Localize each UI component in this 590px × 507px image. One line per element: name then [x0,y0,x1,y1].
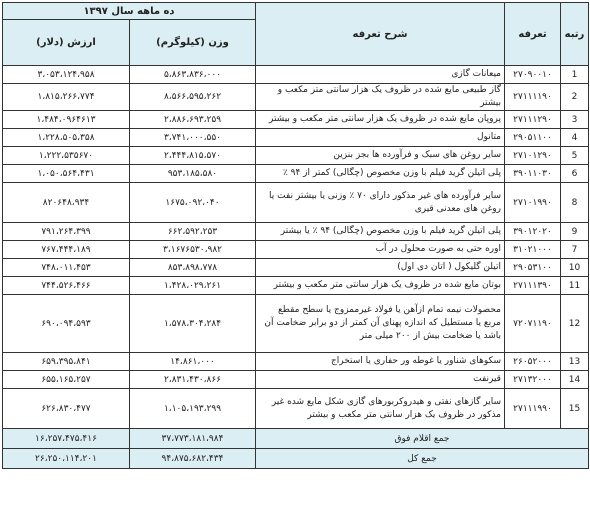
value-cell: ۱،۲۲۸،۵۰۵،۳۵۸ [3,129,130,147]
description-cell: سکوهای شناور یا غوطه ور حفاری یا استخراج [256,353,505,371]
rank-cell: 15 [561,389,589,429]
value-cell: ۷۴۸،۰۱۱،۴۵۳ [3,259,130,277]
header-value: ارزش (دلار) [3,20,130,66]
table-row [3,111,589,129]
value-cell: ۶۵۵،۱۶۵،۲۵۷ [3,371,130,389]
tariff-cell: ۲۶۰۵۲۰۰۰ [505,353,561,371]
rank-cell: 10 [561,259,589,277]
table-row [3,353,589,371]
value-cell: ۷۶۷،۴۴۴،۱۸۹ [3,241,130,259]
weight-cell: ۲،۸۳۱،۴۳۰،۸۶۶ [130,371,256,389]
tariff-cell: ۲۹۰۵۳۱۰۰ [505,259,561,277]
description-cell: پلی اتیلن گرید فیلم با وزن مخصوص (چگالی) کمتر از ۹۴ ٪ [256,165,505,183]
description-cell: قیرنفت [256,371,505,389]
value-cell: ۸۲۰۶۴۸،۹۳۴ [3,183,130,223]
weight-cell: ۱،۴۲۸،۰۲۹،۲۶۱ [130,277,256,295]
value-cell: ۶۲۶،۸۳۰،۴۷۷ [3,389,130,429]
description-cell: اوره حتی به صورت محلول در آب [256,241,505,259]
subtotal-value: ۱۶،۲۵۷،۴۷۵،۴۱۶ [3,429,130,449]
weight-cell: ۵،۸۶۳،۸۳۶،۰۰۰ [130,66,256,84]
table-row [3,66,589,84]
table-row [3,183,589,223]
tariff-cell: ۲۷۱۱۱۲۹۰ [505,111,561,129]
tariff-cell: ۲۷۰۹۰۰۱۰ [505,66,561,84]
weight-cell: ۲،۸۸۶،۶۹۳،۲۵۹ [130,111,256,129]
header-description: شرح تعرفه [256,3,505,66]
header-period: ده ماهه سال ۱۳۹۷ [3,3,256,20]
header-rank: رتبه [561,3,589,66]
table-row [3,165,589,183]
table-row [3,259,589,277]
description-cell: محصولات نیمه تمام ازآهن یا فولاد غیرممزوج یا سطح مقطع مربع یا مستطیل که اندازه پهنای آن کمتر از دو برابر ضخامت آن باشد یا ضخامت بیش از ۲۰۰ میلی متر [256,295,505,353]
total-row [3,449,589,469]
description-cell: پروپان مایع شده در ظروف یک هزار سانتی متر مکعب و بیشتر [256,111,505,129]
table-row [3,371,589,389]
tariff-cell: ۳۹۰۱۲۰۲۰ [505,223,561,241]
description-cell: میعانات گازی [256,66,505,84]
rank-cell: 12 [561,295,589,353]
table-row [3,84,589,111]
weight-cell: ۸۵۳،۸۹۸،۷۷۸ [130,259,256,277]
rank-cell: 3 [561,111,589,129]
rank-cell: 4 [561,129,589,147]
description-cell: سایر گازهای نفتی و هیدروکربورهای گازی شکل مایع شده غیر مذکور در ظروف یک هزار سانتی متر مکعب و بیشتر [256,389,505,429]
total-weight: ۹۴،۸۷۵،۶۸۲،۴۳۴ [130,449,256,469]
tariff-cell: ۲۷۱۰۱۹۹۰ [505,183,561,223]
total-label: جمع کل [256,449,589,469]
value-cell: ۱،۲۲۲،۵۳۵۶۷۰ [3,147,130,165]
subtotal-weight: ۳۷،۷۷۳،۱۸۱،۹۸۴ [130,429,256,449]
weight-cell: ۶۶۲،۵۹۲،۲۵۳ [130,223,256,241]
table-row [3,277,589,295]
tariff-cell: ۲۷۱۱۱۱۹۰ [505,84,561,111]
description-cell: سایر فرآورده های غیر مذکور دارای ۷۰ ٪ وزنی یا بیشتر نفت یا روغن های معدنی قیری [256,183,505,223]
tariff-cell: ۲۷۱۰۱۲۹۰ [505,147,561,165]
export-tariff-table [2,2,589,469]
weight-cell: ۲،۴۴۴،۸۱۵،۵۷۰ [130,147,256,165]
weight-cell: ۱،۵۷۸،۳۰۴،۲۸۴ [130,295,256,353]
description-cell: بوتان مایع شده در ظروف یک هزار سانتی متر مکعب و بیشتر [256,277,505,295]
weight-cell: ۹۵۳،۱۸۵،۵۸۰ [130,165,256,183]
header-tariff: تعرفه [505,3,561,66]
rank-cell: 5 [561,147,589,165]
description-cell: پلی اتیلن گرید فیلم با وزن مخصوص (چگالی) ۹۴ ٪ یا بیشتر [256,223,505,241]
value-cell: ۱،۸۱۵،۲۶۶،۷۷۴ [3,84,130,111]
tariff-cell: ۲۷۱۱۱۳۹۰ [505,277,561,295]
rank-cell: 13 [561,353,589,371]
tariff-cell: ۳۹۰۱۱۰۳۰ [505,165,561,183]
rank-cell: 11 [561,277,589,295]
weight-cell: ۳،۷۴۱،۰۰۰،۵۵۰ [130,129,256,147]
description-cell: گاز طبیعی مایع شده در ظروف یک هزار سانتی متر مکعب و بیشتر [256,84,505,111]
table-row [3,389,589,429]
rank-cell: 1 [561,66,589,84]
tariff-cell: ۲۷۱۱۱۹۹۰ [505,389,561,429]
tariff-cell: ۷۲۰۷۱۱۹۰ [505,295,561,353]
table-body [3,66,589,429]
value-cell: ۱،۰۵۰،۵۶۴،۴۳۱ [3,165,130,183]
tariff-cell: ۲۹۰۵۱۱۰۰ [505,129,561,147]
weight-cell: ۸،۵۶۶،۵۹۵،۲۶۲ [130,84,256,111]
weight-cell: ۱،۱۰۵،۱۹۳،۲۹۹ [130,389,256,429]
table-row [3,241,589,259]
value-cell: ۷۴۴،۵۲۶،۴۶۶ [3,277,130,295]
total-value: ۲۶،۲۵۰،۱۱۴،۲۰۱ [3,449,130,469]
weight-cell: ۱۶۷۵،۰۹۲،۰۴۰ [130,183,256,223]
table-row [3,147,589,165]
rank-cell: 6 [561,165,589,183]
tariff-cell: ۲۷۱۳۲۰۰۰ [505,371,561,389]
table-row [3,223,589,241]
header-weight: وزن (کیلوگرم) [130,20,256,66]
value-cell: ۶۹۰،۰۹۴،۵۹۳ [3,295,130,353]
tariff-cell: ۳۱۰۲۱۰۰۰ [505,241,561,259]
rank-cell: 14 [561,371,589,389]
description-cell: متانول [256,129,505,147]
value-cell: ۱،۴۸۴،۰۹۶۴۶۱۳ [3,111,130,129]
value-cell: ۷۹۱،۲۶۴،۳۹۹ [3,223,130,241]
subtotal-label: جمع اقلام فوق [256,429,589,449]
rank-cell: 9 [561,223,589,241]
subtotal-row [3,429,589,449]
description-cell: اتیلن گلیکول ( اتان دی اول) [256,259,505,277]
rank-cell: 7 [561,241,589,259]
description-cell: سایر روغن های سبک و فرآورده ها بجز بنزین [256,147,505,165]
table-row [3,129,589,147]
table-row [3,295,589,353]
weight-cell: ۳،۱۶۷۶۵۳۰،۹۸۲ [130,241,256,259]
rank-cell: 2 [561,84,589,111]
value-cell: ۳،۰۵۳،۱۲۴،۹۵۸ [3,66,130,84]
rank-cell: 8 [561,183,589,223]
weight-cell: ۱۴،۸۶۱،۰۰۰ [130,353,256,371]
value-cell: ۶۵۹،۳۹۵،۸۴۱ [3,353,130,371]
